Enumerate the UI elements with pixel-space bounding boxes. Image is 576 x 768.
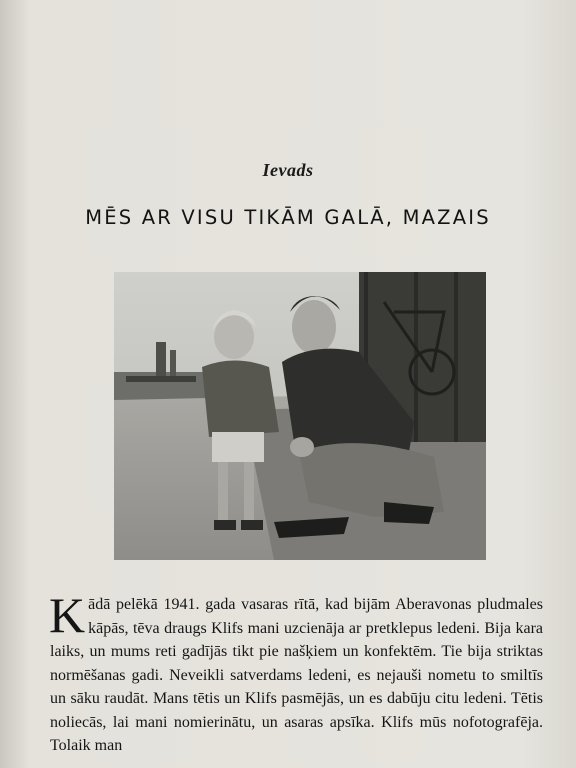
chapter-label: Ievads	[262, 160, 314, 180]
dropcap-letter: K	[49, 587, 86, 643]
body-paragraph	[49, 587, 543, 758]
photo-man-and-child	[114, 272, 486, 560]
body-paragraph-text: ādā pelēkā 1941. gada vasaras rītā, kad bijām Aberavonas pludmales kāpās, tēva draugs Klifs mani uzcienāja ar pretklepus ledeni. Bija kara laiks, un mums reti gadījās tikt pie našķiem un konfektēm. Tie bija striktas normēšanas gadi. Neveikli satverdams ledeni, es nejauši nometu to smiltīs un sāku raudāt. Mans tētis un Klifs pasmējās, un es dabūju citu ledeni. Tētis noliecās, lai mani nomierinātu, un asaras apsīka. Klifs mūs nofotografēja. Tolaik man	[50, 596, 543, 754]
photo-icon	[114, 272, 486, 560]
chapter-title: MĒS AR VISU TIKĀM GALĀ, MAZAIS	[85, 206, 491, 229]
